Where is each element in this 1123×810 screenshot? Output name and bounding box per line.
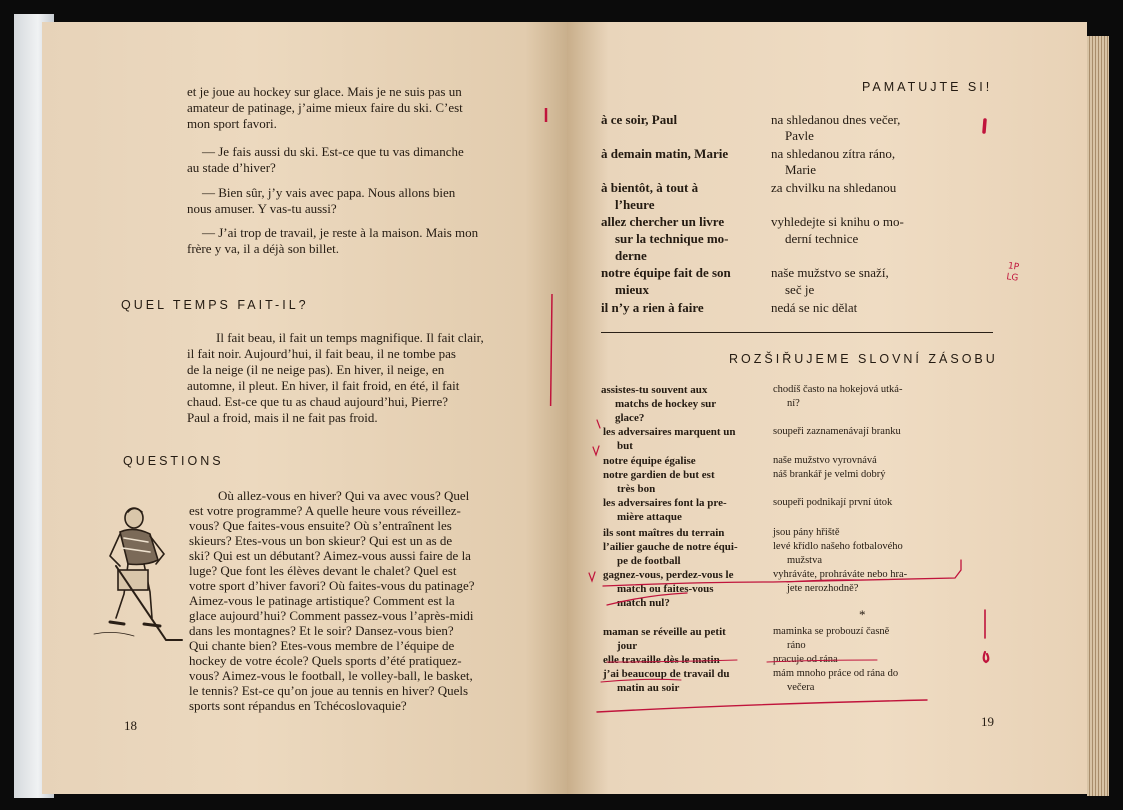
pen-mark xyxy=(532,106,572,406)
vocab-fr: ils sont maîtres du terrain xyxy=(603,527,725,539)
vocab-fr: l’ailier gauche de notre équi- xyxy=(603,541,738,553)
question-line: Aimez-vous le patinage artistique? Comment est la xyxy=(189,593,455,608)
question-line: ski? Qui est un débutant? Aimez-vous aussi faire de la xyxy=(189,548,471,563)
dialog-line: nous amuser. Y vas-tu aussi? xyxy=(187,201,337,216)
phrase-fr: à demain matin, Marie xyxy=(601,146,729,161)
page-number-left: 18 xyxy=(124,718,137,733)
vocab-fr: jour xyxy=(617,640,638,652)
vocab-cz: pracuje od rána xyxy=(773,654,838,665)
book-spread xyxy=(14,14,1110,798)
vocab-fr: les adversaires font la pre- xyxy=(603,497,727,509)
vocab-fr: les adversaires marquent un xyxy=(603,426,736,438)
right-page xyxy=(567,22,1087,794)
vocab-cz: náš brankář je velmi dobrý xyxy=(773,469,886,480)
vocab-fr: mière attaque xyxy=(617,511,682,523)
vocab-cz: mám mnoho práce od rána do xyxy=(773,668,899,679)
vocab-cz: mužstva xyxy=(787,555,822,566)
vocab-cz: soupeři zaznamenávají branku xyxy=(773,426,901,437)
phrase-cz: seč je xyxy=(785,282,815,297)
vocab-fr: pe de football xyxy=(617,555,681,567)
hockey-player-illustration xyxy=(92,504,192,654)
weather-line: de la neige (il ne neige pas). En hiver, il neige, en xyxy=(187,362,445,377)
phrase-fr: il n’y a rien à faire xyxy=(601,300,704,315)
question-line: le tennis? Est-ce qu’on joue au tennis en hiver? Quels xyxy=(189,683,469,698)
phrase-cz: na shledanou zítra ráno, xyxy=(771,146,896,161)
weather-line: Il fait beau, il fait un temps magnifique. Il fait clair, xyxy=(216,330,484,345)
vocab-fr: matin au soir xyxy=(617,682,680,694)
vocab-cz: vyhráváte, prohráváte nebo hra- xyxy=(773,569,908,580)
weather-line: Paul a froid, mais il ne fait pas froid. xyxy=(187,410,378,425)
vocab-fr: elle travaille dès le matin xyxy=(603,654,720,666)
dialog-line: — Je fais aussi du ski. Est-ce que tu vas dimanche xyxy=(202,144,464,159)
vocab-cz: jete nerozhodně? xyxy=(787,583,859,594)
vocab-cz: maminka se probouzí časně xyxy=(773,626,890,637)
page-number-right: 19 xyxy=(981,714,994,729)
question-line: Où allez-vous en hiver? Qui va avec vous? Quel xyxy=(218,488,470,503)
vocab-cz: naše mužstvo vyrovnává xyxy=(773,455,877,466)
phrase-fr: à bientôt, à tout à xyxy=(601,180,699,195)
phrase-fr: mieux xyxy=(615,282,649,297)
vocab-fr: très bon xyxy=(617,483,656,495)
dialog-line: — Bien sûr, j’y vais avec papa. Nous allons bien xyxy=(202,185,456,200)
phrase-cz: nedá se nic dělat xyxy=(771,300,858,315)
phrase-cz: Marie xyxy=(785,162,817,177)
vocab-cz: ráno xyxy=(787,640,806,651)
vocab-fr: notre équipe égalise xyxy=(603,455,696,467)
vocab-fr: notre gardien de but est xyxy=(603,469,715,481)
question-line: luge? Que font les élèves devant le chalet? Quel est xyxy=(189,563,457,578)
dialog-line: au stade d’hiver? xyxy=(187,160,276,175)
question-line: glace aujourd’hui? Comment passez-vous l’après-midi xyxy=(189,608,474,623)
question-line: sports sont répandus en Tchécoslovaquie? xyxy=(189,698,407,713)
vocab-fr: glace? xyxy=(615,412,645,424)
question-line: votre sport d’hiver favori? Où faites-vous du patinage? xyxy=(189,578,475,593)
left-page xyxy=(42,22,567,794)
vocab-cz: ní? xyxy=(787,398,800,409)
question-line: hockey de votre école? Quels sports d’été pratiquez- xyxy=(189,653,462,668)
dialog-line: frère y va, il a déjà son billet. xyxy=(187,241,339,256)
questions-heading: QUESTIONS xyxy=(123,454,224,468)
vocab-fr: match ou faites-vous xyxy=(617,583,714,595)
question-line: est votre programme? A quelle heure vous réveillez- xyxy=(189,503,461,518)
intro-line: et je joue au hockey sur glace. Mais je ne suis pas un xyxy=(187,84,462,99)
question-line: dans les montagnes? Et le soir? Dansez-vous bien? xyxy=(189,623,454,638)
question-line: Qui chante bien? Etes-vous membre de l’équipe de xyxy=(189,638,455,653)
weather-line: il fait noir. Aujourd’hui, il fait beau, il ne tombe pas xyxy=(187,346,456,361)
question-line: vous? Que faites-vous ensuite? Où s’entraînent les xyxy=(189,518,452,533)
phrase-fr: sur la technique mo- xyxy=(615,231,729,246)
vocab-fr: matchs de hockey sur xyxy=(615,398,717,410)
phrase-fr: allez chercher un livre xyxy=(601,214,725,229)
phrase-cz: Pavle xyxy=(785,128,814,143)
phrase-cz: derní technice xyxy=(785,231,859,246)
page-edges xyxy=(1087,36,1109,796)
phrase-fr: l’heure xyxy=(615,197,655,212)
phrase-fr: derne xyxy=(615,248,647,263)
phrase-fr: à ce soir, Paul xyxy=(601,112,678,127)
vocab-fr: gagnez-vous, perdez-vous le xyxy=(603,569,734,581)
phrase-cz: na shledanou dnes večer, xyxy=(771,112,901,127)
weather-line: automne, il pleut. En hiver, il fait froid, en été, il fait xyxy=(187,378,460,393)
vocab-cz: večera xyxy=(787,682,815,693)
vocab-cz: chodíš často na hokejová utká- xyxy=(773,384,903,395)
phrase-cz: vyhledejte si knihu o mo- xyxy=(771,214,904,229)
weather-line: chaud. Est-ce que tu as chaud aujourd’hui, Pierre? xyxy=(187,394,448,409)
vocab-fr: but xyxy=(617,440,633,452)
phrase-cz: naše mužstvo se snaží, xyxy=(771,265,889,280)
weather-heading: QUEL TEMPS FAIT-IL? xyxy=(121,298,309,312)
vocab-cz: jsou pány hřiště xyxy=(773,527,840,538)
handwritten-note-line: 1P xyxy=(1007,261,1020,273)
handwritten-note-line: LG xyxy=(1005,272,1019,284)
vocab-cz: levé křídlo našeho fotbalového xyxy=(773,541,903,552)
vocab-fr: assistes-tu souvent aux xyxy=(601,384,708,396)
vocab-cz: soupeři podnikají první útok xyxy=(773,497,893,508)
section-star: * xyxy=(859,607,866,622)
vocab-fr: match nul? xyxy=(617,597,670,609)
intro-line: amateur de patinage, j’aime mieux faire du ski. C’est xyxy=(187,100,463,115)
vocab-heading: ROZŠIŘUJEME SLOVNÍ ZÁSOBU xyxy=(729,352,998,366)
dialog-line: — J’ai trop de travail, je reste à la maison. Mais mon xyxy=(202,225,479,240)
question-line: skieurs? Etes-vous un bon skieur? Qui est un as de xyxy=(189,533,453,548)
phrase-cz: za chvilku na shledanou xyxy=(771,180,897,195)
question-line: vous? Aimez-vous le football, le volley-ball, le basket, xyxy=(189,668,473,683)
remember-heading: PAMATUJTE SI! xyxy=(862,80,993,94)
pen-annotations xyxy=(567,22,1087,722)
intro-line: mon sport favori. xyxy=(187,116,277,131)
vocab-fr: j’ai beaucoup de travail du xyxy=(603,668,730,680)
phrase-fr: notre équipe fait de son xyxy=(601,265,731,280)
vocab-fr: maman se réveille au petit xyxy=(603,626,726,638)
